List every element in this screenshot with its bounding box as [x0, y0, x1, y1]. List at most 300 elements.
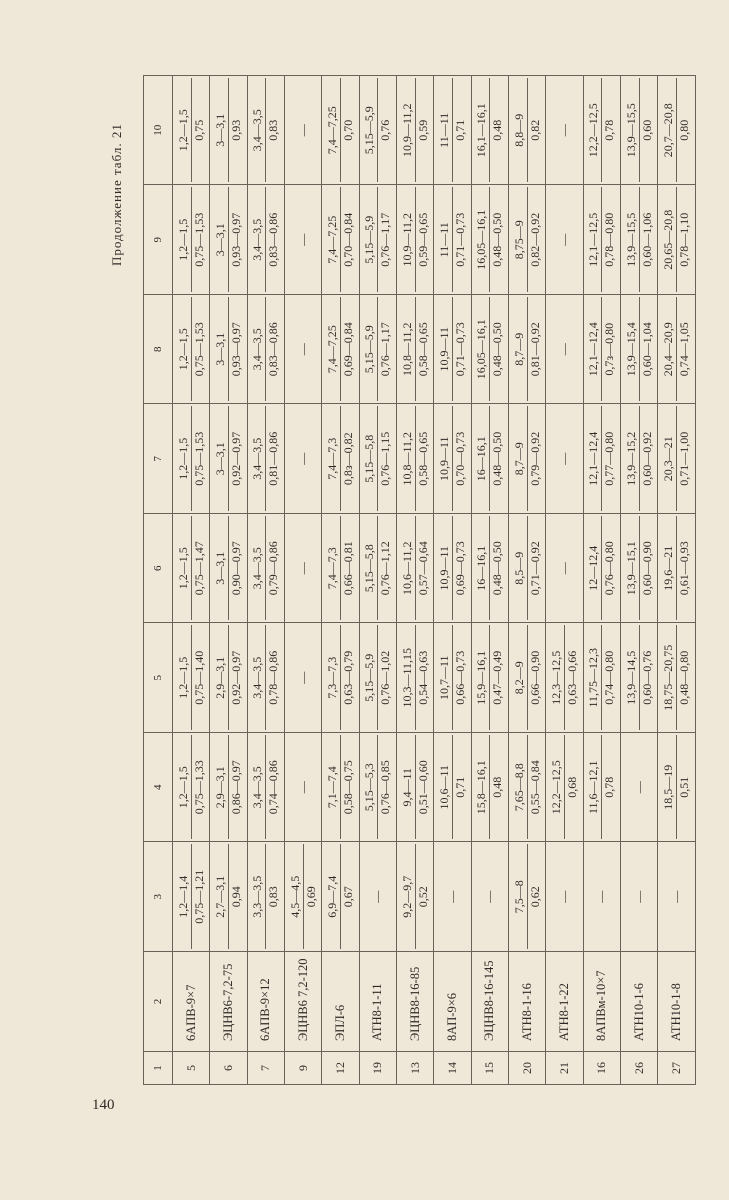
pump-name-cell: 8АПВм-10×7 — [583, 952, 620, 1052]
row-number-cell: 9 — [285, 1052, 322, 1085]
cell-value-line: 19,6—21 — [661, 516, 677, 621]
cell-value-line: 7,1—7,4 — [325, 735, 341, 840]
cell-value-line: 13,9—15,5 — [624, 188, 640, 293]
cell-value-line: 3,4—3,5 — [250, 78, 266, 183]
row-number-cell: 7 — [247, 1052, 284, 1085]
value-cell — [247, 76, 284, 186]
value-cell — [322, 76, 359, 186]
value-cell — [509, 404, 546, 514]
cell-value-line: — — [295, 343, 310, 356]
cell-value-line: 10,3—11,15 — [400, 626, 416, 731]
cell-value-line: 0,71—0,92 — [527, 541, 542, 596]
value-cell — [471, 295, 508, 405]
cell-value-line: 0,79—0,86 — [266, 541, 281, 596]
value-cell — [471, 842, 508, 952]
value-cell — [397, 623, 434, 733]
value-cell — [322, 623, 359, 733]
value-cell — [210, 514, 247, 624]
cell-value-line: 0,94 — [229, 886, 244, 908]
cell-value-line: 12,2—12,5 — [586, 78, 602, 183]
value-cell — [583, 623, 620, 733]
cell-value-line: 0,59—0,65 — [415, 212, 430, 267]
cell-value-line: 0,57—0,64 — [415, 541, 430, 596]
cell-value-line: 1,2—1,5 — [176, 188, 192, 293]
cell-value-line: 0,59 — [415, 119, 430, 141]
pump-name-cell: АТН10-1-8 — [658, 952, 696, 1052]
value-cell — [583, 76, 620, 186]
cell-value-line: — — [631, 781, 646, 794]
value-cell — [173, 185, 210, 295]
table-row — [285, 76, 322, 1085]
row-number-cell: 15 — [471, 1052, 508, 1085]
cell-value-line: — — [557, 124, 572, 137]
value-cell — [285, 295, 322, 405]
cell-value-line: 11—11 — [437, 78, 453, 183]
cell-value-line: 0,71—1,00 — [677, 431, 692, 486]
cell-value-line: 0,93—0,97 — [229, 212, 244, 267]
row-number-cell: 13 — [397, 1052, 434, 1085]
value-cell — [621, 733, 658, 843]
value-cell — [210, 295, 247, 405]
column-header: 6 — [144, 514, 173, 624]
cell-value-line: 0,75—1,53 — [191, 431, 206, 486]
cell-value-line: 0,66—0,73 — [453, 650, 468, 705]
value-cell — [471, 733, 508, 843]
cell-value-line: 0,78—0,80 — [602, 212, 617, 267]
cell-value-line: 0,83—0,86 — [266, 322, 281, 377]
column-header: 2 — [144, 952, 173, 1052]
cell-value-line: 0,66—0,90 — [527, 650, 542, 705]
row-number-cell: 21 — [546, 1052, 583, 1085]
cell-value-line: 0,58—0,75 — [341, 760, 356, 815]
value-cell — [322, 295, 359, 405]
cell-value-line: 8,5—9 — [512, 516, 528, 621]
value-cell — [434, 76, 471, 186]
cell-value-line: 0,74—0,86 — [266, 760, 281, 815]
value-cell — [434, 404, 471, 514]
cell-value-line: 15,9—16,1 — [474, 626, 490, 731]
cell-value-line: 16—16,1 — [474, 407, 490, 512]
cell-value-line: — — [669, 890, 684, 903]
value-cell — [247, 185, 284, 295]
value-cell — [658, 842, 696, 952]
cell-value-line: 3,4—3,5 — [250, 297, 266, 402]
cell-value-line: 11,75—12,3 — [586, 626, 602, 731]
cell-value-line: 20,3—21 — [661, 407, 677, 512]
row-number-cell: 20 — [509, 1052, 546, 1085]
cell-value-line: — — [557, 890, 572, 903]
cell-value-line: 0,81—0,92 — [527, 322, 542, 377]
cell-value-line: 0,70—0,84 — [341, 212, 356, 267]
table-row — [173, 76, 210, 1085]
cell-value-line: 0,69—0,73 — [453, 541, 468, 596]
value-cell — [546, 733, 583, 843]
table-row — [658, 76, 696, 1085]
value-cell — [434, 185, 471, 295]
value-cell — [397, 842, 434, 952]
value-cell — [621, 842, 658, 952]
cell-value-line: 0,75—1,40 — [191, 650, 206, 705]
value-cell — [621, 404, 658, 514]
cell-value-line: 0,81—0,86 — [266, 431, 281, 486]
cell-value-line: 0,48—0,50 — [490, 431, 505, 486]
cell-value-line: 11,6—12,1 — [586, 735, 602, 840]
cell-value-line: 0,75—1,47 — [191, 541, 206, 596]
cell-value-line: 0,48 — [490, 119, 505, 141]
value-cell — [247, 514, 284, 624]
column-header: 3 — [144, 842, 173, 952]
cell-value-line: 0,69 — [303, 886, 318, 908]
header-row — [144, 76, 173, 1085]
cell-value-line: 0,82 — [527, 119, 542, 141]
value-cell — [397, 404, 434, 514]
value-cell — [359, 295, 396, 405]
value-cell — [546, 404, 583, 514]
cell-value-line: — — [631, 890, 646, 903]
cell-value-line: 0,51 — [677, 776, 692, 798]
pump-name-cell: АТН8-1-22 — [546, 952, 583, 1052]
value-cell — [173, 623, 210, 733]
row-number-cell: 12 — [322, 1052, 359, 1085]
cell-value-line: 0,74—0,80 — [602, 650, 617, 705]
cell-value-line: 1,2—1,5 — [176, 78, 192, 183]
cell-value-line: 2,7—3,1 — [213, 845, 229, 950]
cell-value-line: 3,4—3,5 — [250, 407, 266, 512]
cell-value-line: 0,76—1,15 — [378, 431, 393, 486]
cell-value-line: 16,1—16,1 — [474, 78, 490, 183]
cell-value-line: 0,48 — [490, 776, 505, 798]
cell-value-line: 0,80 — [677, 119, 692, 141]
cell-value-line: 7,3—7,3 — [325, 626, 341, 731]
cell-value-line: 0,47—0,49 — [490, 650, 505, 705]
column-header: 5 — [144, 623, 173, 733]
pump-name-cell: АТН10-1-6 — [621, 952, 658, 1052]
value-cell — [173, 295, 210, 405]
cell-value-line: 0,76—0,80 — [602, 541, 617, 596]
cell-value-line: 15,8—16,1 — [474, 735, 490, 840]
cell-value-line: 0,74—1,05 — [677, 322, 692, 377]
value-cell — [397, 76, 434, 186]
cell-value-line: 1,2—1,5 — [176, 297, 192, 402]
cell-value-line: 0,67 — [341, 886, 356, 908]
value-cell — [359, 76, 396, 186]
cell-value-line: — — [295, 124, 310, 137]
cell-value-line: 0,54—0,63 — [415, 650, 430, 705]
column-header: 8 — [144, 295, 173, 405]
cell-value-line: — — [557, 343, 572, 356]
cell-value-line: 7,4—7,3 — [325, 407, 341, 512]
value-cell — [173, 842, 210, 952]
page-number: 140 — [92, 1097, 115, 1113]
value-cell — [210, 842, 247, 952]
cell-value-line: 13,9—15,2 — [624, 407, 640, 512]
value-cell — [583, 185, 620, 295]
cell-value-line: 0,60—0,90 — [639, 541, 654, 596]
value-cell — [247, 623, 284, 733]
cell-value-line: 10,9—11 — [437, 407, 453, 512]
cell-value-line: 0,75 — [191, 119, 206, 141]
cell-value-line: — — [445, 890, 460, 903]
cell-value-line: 2,9—3,1 — [213, 735, 229, 840]
cell-value-line: 0,79—0,92 — [527, 431, 542, 486]
cell-value-line: 0,83 — [266, 119, 281, 141]
cell-value-line: 13,9—15,5 — [624, 78, 640, 183]
row-number-cell: 27 — [658, 1052, 696, 1085]
cell-value-line: 5,15—5,9 — [362, 78, 378, 183]
cell-value-line: 12,3—12,5 — [549, 626, 565, 731]
row-number-cell: 26 — [621, 1052, 658, 1085]
cell-value-line: 3,4—3,5 — [250, 516, 266, 621]
value-cell — [397, 295, 434, 405]
value-cell — [285, 733, 322, 843]
cell-value-line: 3—3,1 — [213, 407, 229, 512]
cell-value-line: 0,58—0,65 — [415, 431, 430, 486]
value-cell — [322, 185, 359, 295]
cell-value-line: 20,65—20,8 — [661, 188, 677, 293]
cell-value-line: 16—16,1 — [474, 516, 490, 621]
table-row — [210, 76, 247, 1085]
cell-value-line: 0,92—0,97 — [229, 431, 244, 486]
cell-value-line: — — [557, 452, 572, 465]
cell-value-line: 0,60—1,04 — [639, 322, 654, 377]
value-cell — [546, 514, 583, 624]
pump-name-cell: АТН8-1-16 — [509, 952, 546, 1052]
cell-value-line: 7,65—8,8 — [512, 735, 528, 840]
cell-value-line: 0,60 — [639, 119, 654, 141]
value-cell — [247, 733, 284, 843]
cell-value-line: 13,9—14,5 — [624, 626, 640, 731]
value-cell — [471, 76, 508, 186]
cell-value-line: 8,75—9 — [512, 188, 528, 293]
cell-value-line: 1,2—1,4 — [176, 845, 192, 950]
cell-value-line: 0,76—1,17 — [378, 322, 393, 377]
value-cell — [546, 76, 583, 186]
cell-value-line: 0,83—0,86 — [266, 212, 281, 267]
cell-value-line: 7,4—7,25 — [325, 78, 341, 183]
pump-name-cell: АТН8-1-11 — [359, 952, 396, 1052]
pump-name-cell: ЭПЛ-6 — [322, 952, 359, 1052]
value-cell — [546, 295, 583, 405]
cell-value-line: 0,77—0,80 — [602, 431, 617, 486]
cell-value-line: — — [295, 452, 310, 465]
row-number-cell: 14 — [434, 1052, 471, 1085]
pump-name-cell: ЭЦНВ8-16-85 — [397, 952, 434, 1052]
cell-value-line: 20,4—20,9 — [661, 297, 677, 402]
cell-value-line: — — [295, 781, 310, 794]
value-cell — [509, 185, 546, 295]
cell-value-line: 0,78—1,10 — [677, 212, 692, 267]
value-cell — [359, 623, 396, 733]
value-cell — [359, 733, 396, 843]
cell-value-line: 0,75—1,53 — [191, 212, 206, 267]
table-row — [546, 76, 583, 1085]
cell-value-line: 10,9—11 — [437, 516, 453, 621]
cell-value-line: 2,9—3,1 — [213, 626, 229, 731]
cell-value-line: — — [482, 890, 497, 903]
data-table — [143, 75, 696, 1085]
cell-value-line: — — [594, 890, 609, 903]
value-cell — [173, 76, 210, 186]
table-row — [621, 76, 658, 1085]
pump-name-cell: ЭЦНВ6-7,2-75 — [210, 952, 247, 1052]
cell-value-line: 0,61—0,93 — [677, 541, 692, 596]
cell-value-line: — — [295, 233, 310, 246]
cell-value-line: 0,8з—0,82 — [341, 432, 356, 486]
value-cell — [509, 842, 546, 952]
table-row — [583, 76, 620, 1085]
value-cell — [509, 295, 546, 405]
row-number-cell: 16 — [583, 1052, 620, 1085]
value-cell — [397, 185, 434, 295]
cell-value-line: — — [557, 562, 572, 575]
cell-value-line: 11—11 — [437, 188, 453, 293]
cell-value-line: 5,15—5,8 — [362, 516, 378, 621]
value-cell — [583, 842, 620, 952]
cell-value-line: 3,4—3,5 — [250, 735, 266, 840]
value-cell — [210, 623, 247, 733]
value-cell — [173, 733, 210, 843]
cell-value-line: 3—3,1 — [213, 297, 229, 402]
cell-value-line: 13,9—15,1 — [624, 516, 640, 621]
cell-value-line: 16,05—16,1 — [474, 188, 490, 293]
cell-value-line: 3,4—3,5 — [250, 626, 266, 731]
cell-value-line: 4,5—4,5 — [288, 845, 304, 950]
value-cell — [247, 295, 284, 405]
column-header: 1 — [144, 1052, 173, 1085]
cell-value-line: 0,78—0,86 — [266, 650, 281, 705]
cell-value-line: — — [295, 562, 310, 575]
cell-value-line: 0,60—0,76 — [639, 650, 654, 705]
cell-value-line: 0,55—0,84 — [527, 760, 542, 815]
value-cell — [621, 295, 658, 405]
pump-name-cell: 6АПВ-9×7 — [173, 952, 210, 1052]
value-cell — [359, 514, 396, 624]
column-header: 9 — [144, 185, 173, 295]
cell-value-line: 0,69—0,84 — [341, 322, 356, 377]
cell-value-line: 0,58—0,65 — [415, 322, 430, 377]
cell-value-line: 10,8—11,2 — [400, 407, 416, 512]
cell-value-line: 0,60—1,06 — [639, 212, 654, 267]
cell-value-line: 0,93 — [229, 119, 244, 141]
value-cell — [621, 185, 658, 295]
value-cell — [658, 76, 696, 186]
value-cell — [658, 404, 696, 514]
value-cell — [285, 185, 322, 295]
value-cell — [210, 733, 247, 843]
cell-value-line: 0,63—0,79 — [341, 650, 356, 705]
cell-value-line: 0,68 — [565, 776, 580, 798]
value-cell — [285, 623, 322, 733]
table-row — [471, 76, 508, 1085]
value-cell — [434, 842, 471, 952]
cell-value-line: 0,83 — [266, 886, 281, 908]
column-header: 7 — [144, 404, 173, 514]
value-cell — [173, 404, 210, 514]
table-row — [359, 76, 396, 1085]
value-cell — [471, 404, 508, 514]
value-cell — [285, 842, 322, 952]
cell-value-line: 0,76 — [378, 119, 393, 141]
cell-value-line: 9,2—9,7 — [400, 845, 416, 950]
cell-value-line: 13,9—15,4 — [624, 297, 640, 402]
cell-value-line: 12,1—12,4 — [586, 297, 602, 402]
column-header: 10 — [144, 76, 173, 186]
cell-value-line: 0,93—0,97 — [229, 322, 244, 377]
value-cell — [471, 514, 508, 624]
value-cell — [621, 514, 658, 624]
value-cell — [210, 76, 247, 186]
cell-value-line: 0,71 — [453, 776, 468, 798]
cell-value-line: 12,2—12,5 — [549, 735, 565, 840]
cell-value-line: 1,2—1,5 — [176, 516, 192, 621]
value-cell — [322, 404, 359, 514]
cell-value-line: 1,2—1,5 — [176, 735, 192, 840]
cell-value-line: 5,15—5,9 — [362, 297, 378, 402]
cell-value-line: — — [370, 890, 385, 903]
pump-name-cell: 8АП-9×6 — [434, 952, 471, 1052]
cell-value-line: 3—3,1 — [213, 78, 229, 183]
value-cell — [546, 623, 583, 733]
cell-value-line: 0,76—0,85 — [378, 760, 393, 815]
value-cell — [285, 76, 322, 186]
pump-name-cell: ЭЦНВ8-16-145 — [471, 952, 508, 1052]
cell-value-line: 0,90—0,97 — [229, 541, 244, 596]
value-cell — [247, 842, 284, 952]
cell-value-line: 0,76—1,02 — [378, 650, 393, 705]
value-cell — [583, 404, 620, 514]
cell-value-line: 0,48—0,50 — [490, 212, 505, 267]
value-cell — [397, 514, 434, 624]
cell-value-line: 8,2—9 — [512, 626, 528, 731]
table-row — [434, 76, 471, 1085]
value-cell — [173, 514, 210, 624]
value-cell — [434, 514, 471, 624]
value-cell — [621, 76, 658, 186]
value-cell — [658, 295, 696, 405]
cell-value-line: 12,1—12,4 — [586, 407, 602, 512]
cell-value-line: 0,7з—0,80 — [602, 322, 617, 376]
cell-value-line: 5,15—5,3 — [362, 735, 378, 840]
cell-value-line: 0,76—1,17 — [378, 212, 393, 267]
cell-value-line: 0,62 — [527, 886, 542, 908]
value-cell — [285, 404, 322, 514]
value-cell — [471, 623, 508, 733]
row-number-cell: 19 — [359, 1052, 396, 1085]
cell-value-line: 0,52 — [415, 886, 430, 908]
row-number-cell: 6 — [210, 1052, 247, 1085]
cell-value-line: 0,86—0,97 — [229, 760, 244, 815]
cell-value-line: 10,9—11,2 — [400, 78, 416, 183]
cell-value-line: 0,71 — [453, 119, 468, 141]
value-cell — [509, 733, 546, 843]
value-cell — [471, 185, 508, 295]
value-cell — [359, 404, 396, 514]
cell-value-line: 0,75—1,21 — [191, 869, 206, 924]
cell-value-line: 10,9—11 — [437, 297, 453, 402]
cell-value-line: 5,15—5,9 — [362, 626, 378, 731]
value-cell — [509, 76, 546, 186]
cell-value-line: 3—3,1 — [213, 516, 229, 621]
cell-value-line: 5,15—5,8 — [362, 407, 378, 512]
cell-value-line: 0,70—0,73 — [453, 431, 468, 486]
value-cell — [210, 404, 247, 514]
cell-value-line: 0,75—1,33 — [191, 760, 206, 815]
value-cell — [247, 404, 284, 514]
value-cell — [509, 623, 546, 733]
value-cell — [658, 623, 696, 733]
value-cell — [434, 733, 471, 843]
table-row — [247, 76, 284, 1085]
